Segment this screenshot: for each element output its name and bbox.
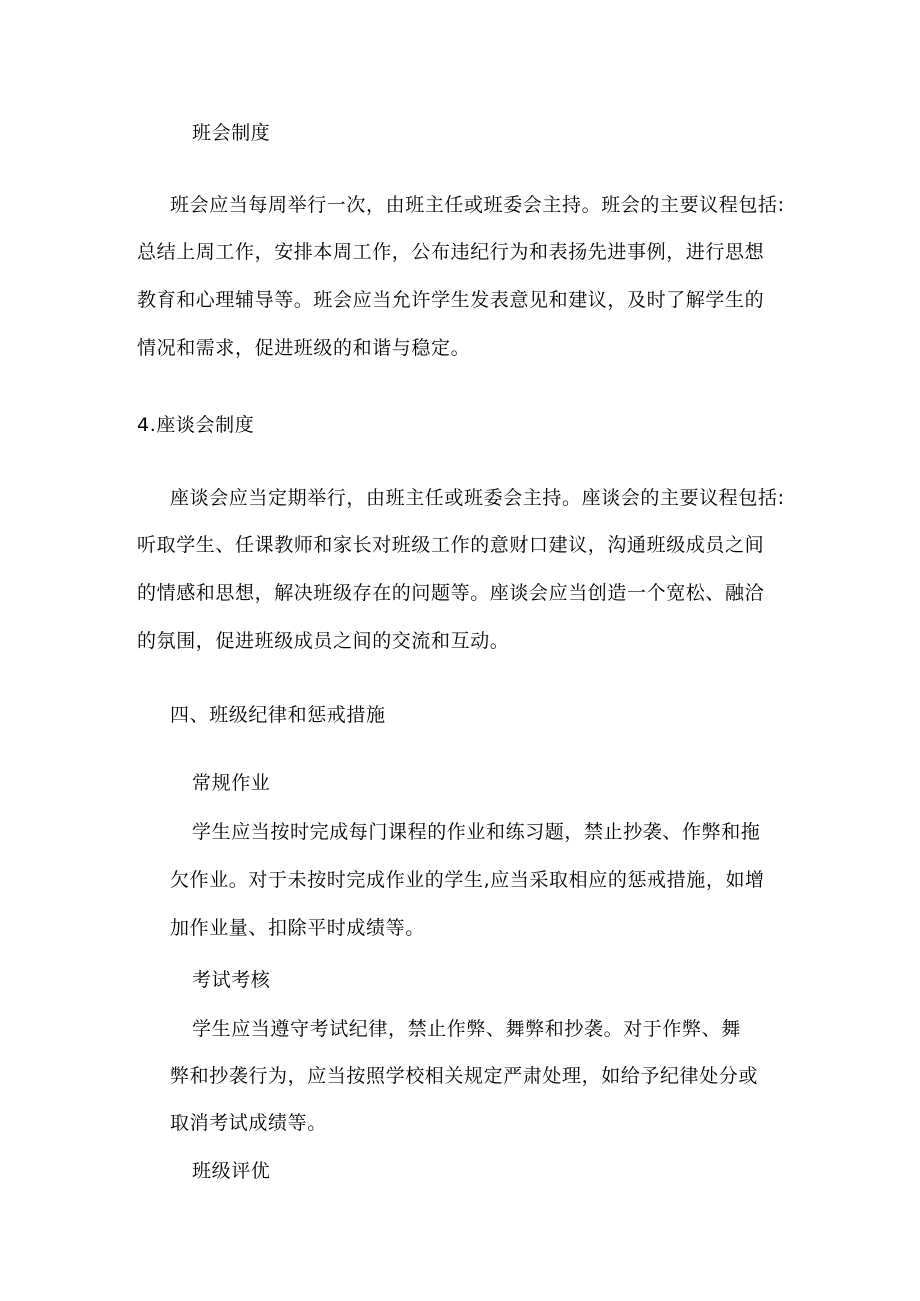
paragraph-line: 情况和需求，促进班级的和谐与稳定。 (137, 337, 471, 359)
chapter-heading: 四、班级纪律和惩戒措施 (170, 704, 386, 726)
paragraph-line: 学生应当按时完成每门课程的作业和练习题，禁止抄袭、作弊和拖 (192, 821, 761, 843)
section-heading-zuotan: 4.座谈会制度 (137, 414, 255, 436)
paragraph-line: 听取学生、任课教师和家长对班级工作的意财口建议，沟通班级成员之间 (137, 534, 765, 556)
paragraph-line: 班会应当每周举行一次，由班主任或班委会主持。班会的主要议程包括: (170, 194, 785, 216)
section-heading-evaluation: 班级评优 (192, 1160, 271, 1182)
paragraph-line: 弊和抄袭行为，应当按照学校相关规定严肃处理，如给予纪律处分或 (170, 1065, 759, 1087)
paragraph-line: 总结上周工作，安排本周工作，公布违纪行为和表扬先进事例，进行思想 (137, 241, 765, 263)
paragraph-line: 的情感和思想，解决班级存在的问题等。座谈会应当创造一个宽松、融洽 (137, 582, 765, 604)
paragraph-line: 学生应当遵守考试纪律，禁止作弊、舞弊和抄袭。对于作弊、舞 (192, 1018, 741, 1040)
paragraph-line: 加作业量、扣除平时成绩等。 (170, 917, 425, 939)
paragraph-line: 取消考试成绩等。 (170, 1112, 327, 1134)
paragraph-line: 教育和心理辅导等。班会应当允许学生发表意见和建议，及时了解学生的 (137, 289, 765, 311)
paragraph-line: 的氛围，促进班级成员之间的交流和互动。 (137, 630, 510, 652)
paragraph-line: 欠作业。对于未按时完成作业的学生,应当采取相应的惩戒措施，如增 (170, 869, 765, 891)
section-heading-ban-hui: 班会制度 (192, 122, 271, 144)
paragraph-line: 座谈会应当定期举行，由班主任或班委会主持。座谈会的主要议程包括: (170, 487, 785, 509)
section-heading-homework: 常规作业 (192, 772, 271, 794)
section-heading-exam: 考试考核 (192, 969, 271, 991)
